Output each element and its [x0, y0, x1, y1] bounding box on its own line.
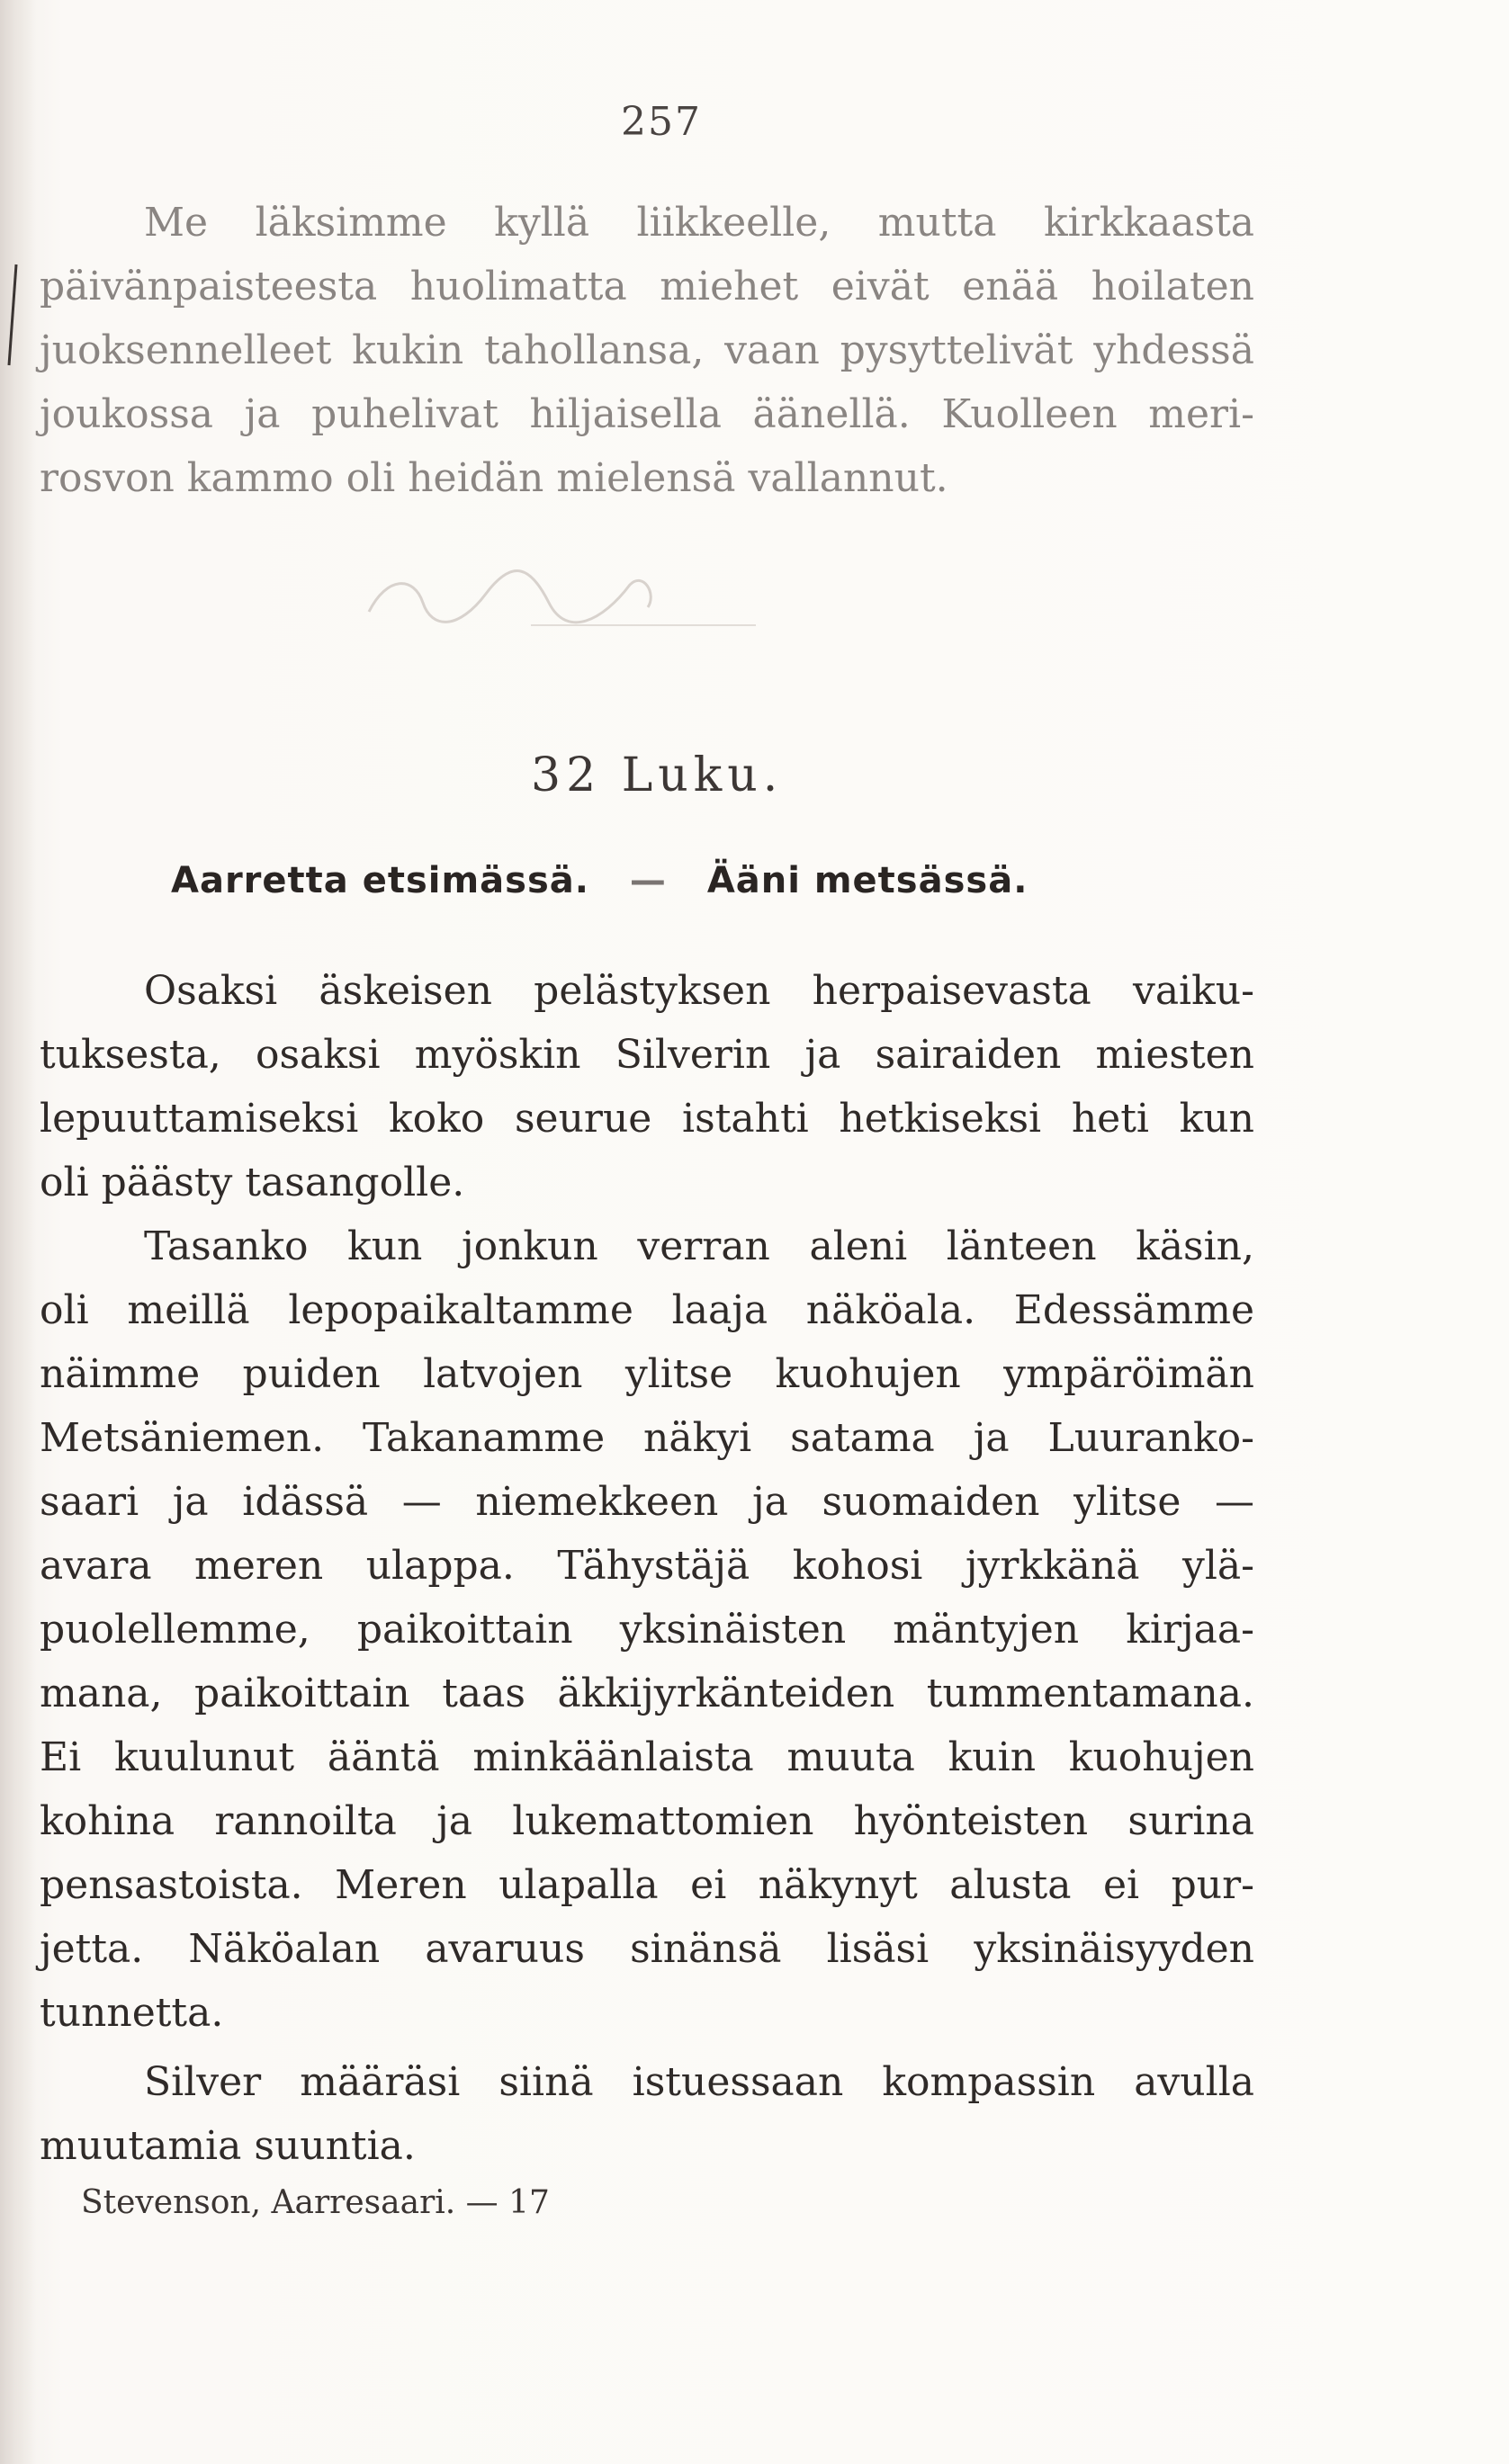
chapter-title-part2: Ääni metsässä. — [706, 860, 1028, 901]
text-line: Tasanko kun jonkun verran aleni länteen käsin, — [144, 1223, 1254, 1269]
footer-signature: Stevenson, Aarresaari. — 17 — [81, 2184, 550, 2221]
pencil-scribble — [333, 540, 801, 648]
text-line: päivänpaisteesta huolimatta miehet eivät enää hoilaten — [40, 264, 1254, 309]
text-line: Metsäniemen. Takanamme näkyi satama ja Luuranko- — [40, 1415, 1254, 1461]
chapter-title-part1: Aarretta etsimässä. — [171, 860, 589, 901]
chapter-title-dash: — — [629, 860, 667, 901]
chapter-title — [171, 860, 1125, 901]
text-line: lepuuttamiseksi koko seurue istahti hetkiseksi heti kun — [40, 1096, 1254, 1142]
text-line: mana, paikoittain taas äkkijyrkänteiden tummentamana. — [40, 1671, 1254, 1716]
text-line: oli päästy tasangolle. — [40, 1160, 465, 1205]
text-line: Osaksi äskeisen pelästyksen herpaisevasta vaiku- — [144, 968, 1254, 1014]
paragraph-2 — [40, 1214, 1254, 2045]
page-number: 257 — [621, 99, 702, 145]
text-line: muutamia suuntia. — [40, 2123, 416, 2169]
text-line: kohina rannoilta ja lukemattomien hyönteisten surina — [40, 1798, 1254, 1844]
chapter-number: 32 Luku. — [531, 748, 784, 802]
text-line: tunnetta. — [40, 1990, 224, 2036]
text-line: Silver määräsi siinä istuessaan kompassin avulla — [144, 2059, 1254, 2105]
text-line: oli meillä lepopaikaltamme laaja näköala. Edessämme — [40, 1287, 1254, 1333]
text-line: puolellemme, paikoittain yksinäisten mäntyjen kirjaa- — [40, 1607, 1254, 1653]
paragraph-1 — [40, 959, 1254, 1214]
text-line: Ei kuulunut ääntä minkäänlaista muuta kuin kuohujen — [40, 1734, 1254, 1780]
text-line: näimme puiden latvojen ylitse kuohujen ympäröimän — [40, 1351, 1254, 1397]
text-line: rosvon kammo oli heidän mielensä vallannut. — [40, 455, 948, 501]
text-line: pensastoista. Meren ulapalla ei näkynyt alusta ei pur- — [40, 1862, 1254, 1908]
text-line: jetta. Näköalan avaruus sinänsä lisäsi yksinäisyyden — [40, 1926, 1254, 1972]
text-line: avara meren ulappa. Tähystäjä kohosi jyrkkänä ylä- — [40, 1543, 1254, 1589]
margin-pencil-mark — [5, 261, 18, 369]
text-line: joukossa ja puhelivat hiljaisella äänellä. Kuolleen meri- — [40, 391, 1254, 437]
text-line: tuksesta, osaksi myöskin Silverin ja sairaiden miesten — [40, 1032, 1254, 1078]
paragraph-3 — [40, 2050, 1254, 2178]
gutter-shadow — [0, 0, 36, 2464]
text-line: Me läksimme kyllä liikkeelle, mutta kirkkaasta — [144, 200, 1254, 246]
top-paragraph — [40, 191, 1254, 510]
text-line: juoksennelleet kukin tahollansa, vaan pysyttelivät yhdessä — [40, 327, 1254, 373]
text-line: saari ja idässä — niemekkeen ja suomaiden ylitse — — [40, 1479, 1254, 1525]
